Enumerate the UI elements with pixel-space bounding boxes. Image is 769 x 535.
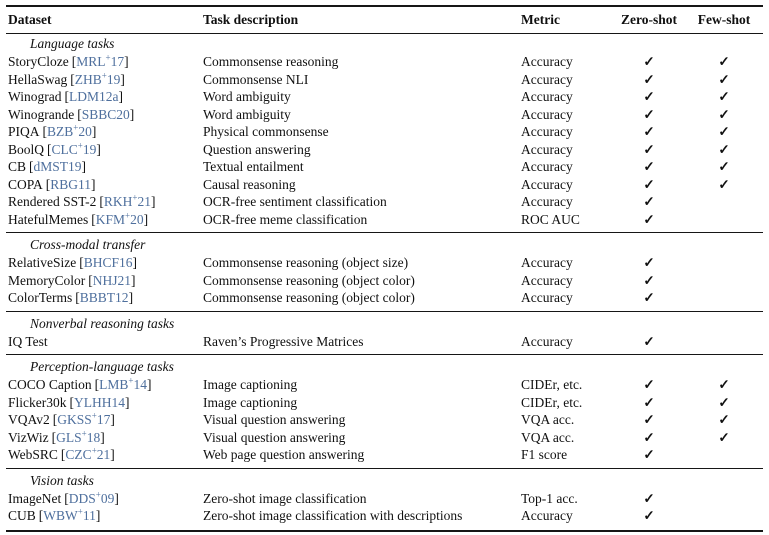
zero-shot-check: ✓: [643, 429, 655, 445]
zero-shot-check: ✓: [643, 176, 655, 192]
dataset-cell: [6, 254, 203, 272]
task-cell: Textual entailment: [203, 159, 304, 174]
column-header-few-shot: Few-shot: [697, 12, 751, 27]
few-shot-check: ✓: [718, 394, 730, 410]
table-row: [6, 333, 763, 351]
task-cell: Commonsense reasoning (object color): [203, 272, 415, 288]
dataset-cell: [6, 88, 203, 106]
section-label: Nonverbal reasoning tasks: [30, 315, 175, 331]
table-body: [6, 34, 763, 525]
citation-code: BHCF16: [83, 255, 133, 270]
metric-cell: CIDEr, etc.: [521, 377, 583, 392]
dataset-name: StoryCloze: [8, 54, 69, 69]
citation-code: SBBC20: [81, 106, 130, 122]
citation-link[interactable]: [CZC+21]: [60, 445, 115, 462]
citation-code: LDM12a: [68, 89, 119, 104]
citation-link[interactable]: [GLS+18]: [51, 428, 105, 445]
citation-link[interactable]: [YLHH14]: [69, 394, 130, 410]
section-rows: [6, 376, 763, 464]
citation-code: BBBT12: [79, 290, 129, 305]
citation-link[interactable]: [ZHB+19]: [70, 70, 125, 87]
column-header-dataset: Dataset: [8, 12, 52, 27]
metric-cell: CIDEr, etc.: [521, 394, 583, 410]
section-label: Vision tasks: [30, 472, 94, 488]
section-rows: [6, 53, 763, 228]
zero-shot-check: ✓: [643, 89, 655, 104]
section-label: Cross-modal transfer: [30, 237, 146, 252]
task-cell: Question answering: [203, 141, 311, 157]
task-cell: Visual question answering: [203, 412, 346, 427]
dataset-cell: [6, 176, 203, 194]
dataset-name: Flicker30k: [8, 394, 67, 410]
dataset-cell: [6, 141, 203, 159]
citation-link[interactable]: [DDS+09]: [64, 489, 119, 506]
metric-cell: Accuracy: [521, 290, 573, 305]
dataset-name: HellaSwag: [8, 71, 68, 87]
metric-cell: ROC AUC: [521, 211, 580, 227]
metric-cell: Accuracy: [521, 141, 573, 157]
citation-code: RKH+21: [103, 192, 151, 209]
task-cell: Visual question answering: [203, 429, 346, 445]
dataset-cell: [6, 272, 203, 290]
few-shot-check: ✓: [718, 89, 730, 104]
citation-link[interactable]: [BZB+20]: [42, 122, 97, 139]
zero-shot-check: ✓: [643, 490, 655, 506]
table-row: [6, 411, 763, 429]
table-row: [6, 211, 763, 229]
citation-link[interactable]: [NHJ21]: [88, 272, 136, 288]
table-header-row: [6, 7, 763, 33]
table-row: [6, 272, 763, 290]
column-header-task: Task description: [203, 12, 299, 27]
dataset-name: COCO Caption: [8, 377, 92, 392]
citation-link[interactable]: [LMB+14]: [94, 375, 152, 392]
table-row: [6, 176, 763, 194]
few-shot-check: ✓: [718, 159, 730, 174]
dataset-name: ColorTerms: [8, 290, 73, 305]
citation-link[interactable]: [MRL+17]: [71, 52, 129, 69]
metric-cell: F1 score: [521, 447, 568, 462]
table-row: [6, 446, 763, 464]
zero-shot-check: ✓: [643, 54, 655, 69]
zero-shot-check: ✓: [643, 255, 655, 270]
table-section: [6, 311, 763, 351]
citation-link[interactable]: [KFM+20]: [91, 210, 149, 227]
few-shot-check: ✓: [718, 141, 730, 157]
dataset-name: COPA: [8, 176, 43, 192]
task-cell: Causal reasoning: [203, 176, 296, 192]
few-shot-check: ✓: [718, 124, 730, 139]
citation-link[interactable]: [BHCF16]: [79, 255, 138, 270]
metric-cell: Accuracy: [521, 106, 573, 122]
zero-shot-check: ✓: [643, 447, 655, 462]
metric-cell: Accuracy: [521, 176, 573, 192]
dataset-name: Winogrande: [8, 106, 75, 122]
metric-cell: Accuracy: [521, 333, 573, 349]
metric-cell: VQA acc.: [521, 429, 575, 445]
task-cell: Commonsense reasoning (object size): [203, 255, 409, 270]
table-row: [6, 289, 763, 307]
table-row: [6, 254, 763, 272]
dataset-cell: [6, 211, 203, 229]
zero-shot-check: ✓: [643, 377, 655, 392]
column-header-zero-shot: Zero-shot: [621, 12, 677, 27]
task-cell: Zero-shot image classification: [203, 490, 367, 506]
table-row: [6, 376, 763, 394]
dataset-cell: [6, 490, 203, 508]
table-row: [6, 106, 763, 124]
dataset-name: BoolQ: [8, 141, 45, 157]
dataset-cell: [6, 376, 203, 394]
zero-shot-check: ✓: [643, 272, 655, 288]
citation-code: LMB+14: [99, 375, 147, 392]
task-cell: Commonsense NLI: [203, 71, 309, 87]
dataset-cell: [6, 429, 203, 447]
zero-shot-check: ✓: [643, 211, 655, 227]
metric-cell: Accuracy: [521, 54, 573, 69]
section-rows: [6, 333, 763, 351]
dataset-name: CB: [8, 159, 27, 174]
few-shot-check: ✓: [718, 429, 730, 445]
table-row: [6, 507, 763, 525]
metric-cell: Accuracy: [521, 272, 573, 288]
table-row: [6, 141, 763, 159]
dataset-name: Winograd: [8, 89, 62, 104]
table-section: [6, 34, 763, 228]
dataset-cell: [6, 289, 203, 307]
metric-cell: Accuracy: [521, 255, 573, 270]
table-section: [6, 468, 763, 525]
citation-code: KFM+20: [95, 210, 144, 227]
dataset-cell: [6, 71, 203, 89]
task-cell: Commonsense reasoning (object color): [203, 290, 415, 305]
dataset-name: PIQA: [8, 124, 40, 139]
table-row: [6, 158, 763, 176]
task-cell: Commonsense reasoning: [203, 54, 339, 69]
task-cell: OCR-free sentiment classification: [203, 194, 387, 209]
dataset-cell: [6, 106, 203, 124]
zero-shot-check: ✓: [643, 412, 655, 427]
zero-shot-check: ✓: [643, 194, 655, 209]
column-header-metric: Metric: [521, 12, 560, 27]
zero-shot-check: ✓: [643, 124, 655, 139]
citation-code: GKSS+17: [57, 410, 111, 427]
metric-cell: Top-1 acc.: [521, 490, 578, 506]
citation-code: BZB+20: [47, 122, 92, 139]
zero-shot-check: ✓: [643, 333, 655, 349]
citation-link[interactable]: [BBBT12]: [75, 290, 134, 305]
zero-shot-check: ✓: [643, 106, 655, 122]
citation-link[interactable]: [RBG11]: [45, 176, 96, 192]
citation-code: GLS+18: [56, 428, 101, 445]
dataset-name: IQ Test: [8, 333, 48, 349]
table-section: [6, 354, 763, 464]
citation-code: NHJ21: [92, 272, 132, 288]
metric-cell: Accuracy: [521, 194, 573, 209]
few-shot-check: ✓: [718, 106, 730, 122]
citation-code: dMST19: [33, 159, 82, 174]
task-cell: OCR-free meme classification: [203, 211, 368, 227]
dataset-cell: [6, 394, 203, 412]
zero-shot-check: ✓: [643, 159, 655, 174]
task-cell: Web page question answering: [203, 447, 365, 462]
citation-link[interactable]: [GKSS+17]: [52, 410, 115, 427]
few-shot-check: ✓: [718, 377, 730, 392]
table-row: [6, 429, 763, 447]
table-row: [6, 53, 763, 71]
section-rows: [6, 254, 763, 307]
citation-link[interactable]: [SBBC20]: [77, 106, 135, 122]
few-shot-check: ✓: [718, 71, 730, 87]
citation-link[interactable]: [LDM12a]: [64, 89, 123, 104]
citation-code: YLHH14: [74, 394, 125, 410]
metric-cell: Accuracy: [521, 71, 573, 87]
dataset-cell: [6, 507, 203, 525]
few-shot-check: ✓: [718, 54, 730, 69]
citation-code: RBG11: [50, 176, 92, 192]
citation-link[interactable]: [CLC+19]: [47, 140, 101, 157]
dataset-name: Rendered SST-2: [8, 194, 97, 209]
task-cell: Physical commonsense: [203, 124, 329, 139]
citation-link[interactable]: [RKH+21]: [99, 192, 156, 209]
section-label: Perception-language tasks: [30, 359, 174, 374]
dataset-cell: [6, 53, 203, 71]
dataset-cell: [6, 333, 203, 351]
zero-shot-check: ✓: [643, 508, 655, 523]
table-section: [6, 232, 763, 307]
table-row: [6, 193, 763, 211]
dataset-cell: [6, 158, 203, 176]
bottom-rule: [6, 530, 763, 532]
task-cell: Word ambiguity: [203, 89, 291, 104]
citation-code: MRL+17: [76, 52, 125, 69]
task-cell: Image captioning: [203, 394, 298, 410]
dataset-name: VizWiz: [8, 429, 49, 445]
task-cell: Image captioning: [203, 377, 298, 392]
zero-shot-check: ✓: [643, 71, 655, 87]
citation-code: DDS+09: [68, 489, 115, 506]
citation-code: CZC+21: [65, 445, 111, 462]
dataset-cell: [6, 193, 203, 211]
dataset-name: WebSRC: [8, 447, 58, 462]
metric-cell: Accuracy: [521, 159, 573, 174]
dataset-name: MemoryColor: [8, 272, 86, 288]
table-row: [6, 490, 763, 508]
task-cell: Word ambiguity: [203, 106, 291, 122]
citation-link[interactable]: [WBW+11]: [38, 506, 101, 523]
dataset-cell: [6, 411, 203, 429]
dataset-cell: [6, 123, 203, 141]
dataset-name: VQAv2: [8, 412, 50, 427]
few-shot-check: ✓: [718, 176, 730, 192]
metric-cell: Accuracy: [521, 124, 573, 139]
citation-code: CLC+19: [51, 140, 97, 157]
task-cell: Zero-shot image classification with descriptions: [203, 508, 463, 523]
zero-shot-check: ✓: [643, 290, 655, 305]
table-row: [6, 71, 763, 89]
dataset-cell: [6, 446, 203, 464]
citation-link[interactable]: [dMST19]: [29, 159, 87, 174]
citation-code: ZHB+19: [74, 70, 121, 87]
table-row: [6, 123, 763, 141]
task-cell: Raven’s Progressive Matrices: [203, 333, 364, 349]
zero-shot-check: ✓: [643, 394, 655, 410]
dataset-name: ImageNet: [8, 490, 62, 506]
few-shot-check: ✓: [718, 412, 730, 427]
section-label: Language tasks: [30, 36, 115, 51]
zero-shot-check: ✓: [643, 141, 655, 157]
table-row: [6, 394, 763, 412]
dataset-name: RelativeSize: [8, 255, 77, 270]
metric-cell: VQA acc.: [521, 412, 575, 427]
section-rows: [6, 490, 763, 525]
metric-cell: Accuracy: [521, 508, 573, 523]
dataset-name: CUB: [8, 508, 36, 523]
dataset-name: HatefulMemes: [8, 211, 89, 227]
metric-cell: Accuracy: [521, 89, 573, 104]
citation-code: WBW+11: [43, 506, 96, 523]
table-row: [6, 88, 763, 106]
